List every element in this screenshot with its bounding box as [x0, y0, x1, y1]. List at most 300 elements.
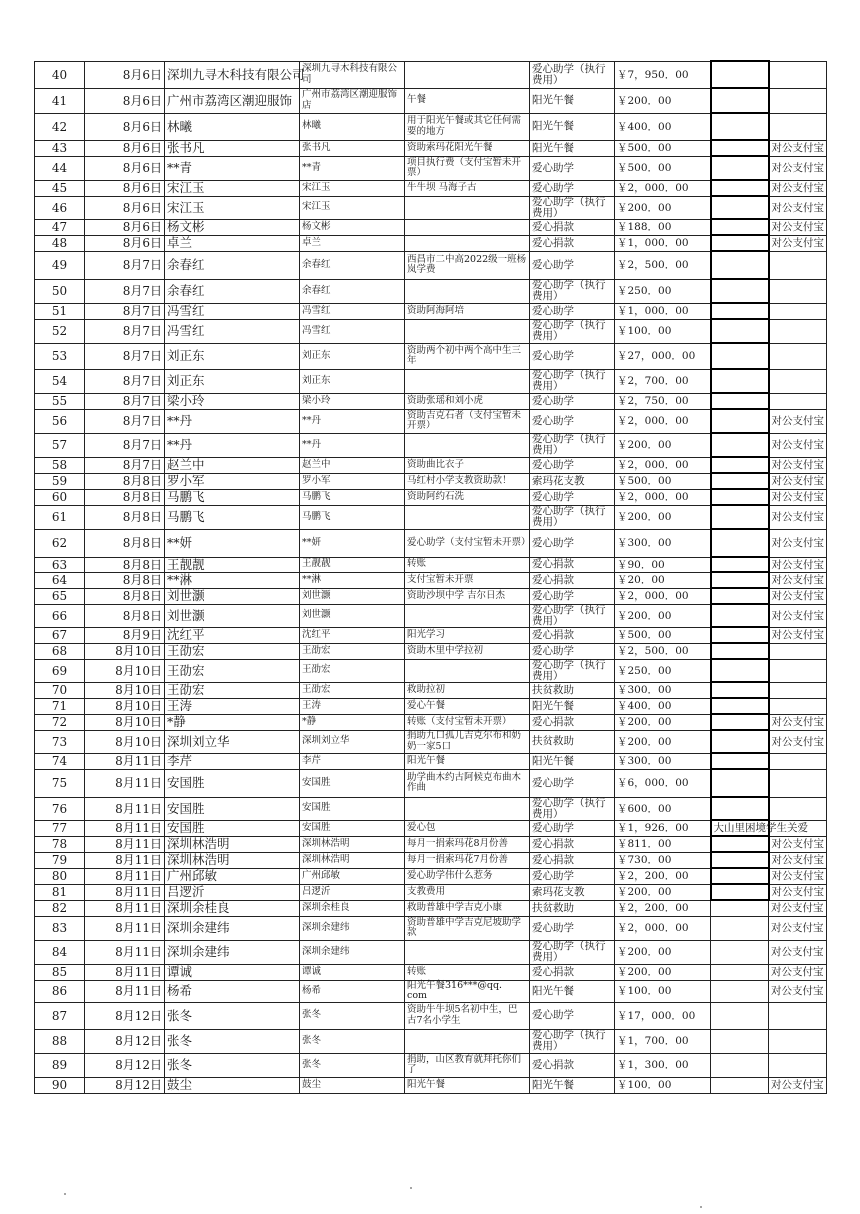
payer-account: 罗小军 — [300, 473, 405, 489]
row-number: 74 — [35, 753, 85, 769]
donation-note: 用于阳光午餐或其它任何需要的地方 — [405, 113, 530, 140]
payer-account: 马鹏飞 — [300, 505, 405, 529]
table-row — [35, 88, 827, 113]
project-name: 索玛花支教 — [530, 473, 615, 489]
payer-account: 林曦 — [300, 113, 405, 140]
donation-note: 转账（支付宝暂未开票） — [405, 714, 530, 730]
row-date: 8月8日 — [85, 505, 165, 529]
donation-amount: ￥7，950．00 — [615, 61, 711, 88]
project-name: 阳光午餐 — [530, 88, 615, 113]
project-name: 爱心捐款 — [530, 557, 615, 572]
row-number: 63 — [35, 557, 85, 572]
table-row — [35, 940, 827, 964]
table-row — [35, 698, 827, 714]
row-date: 8月11日 — [85, 797, 165, 820]
donor-name: 王靓靓 — [165, 557, 300, 572]
payer-account: **青 — [300, 156, 405, 180]
table-row — [35, 964, 827, 980]
donor-name: 吕逻沂 — [165, 884, 300, 900]
donation-note — [405, 659, 530, 682]
row-number: 77 — [35, 820, 85, 836]
row-date: 8月11日 — [85, 964, 165, 980]
row-number: 84 — [35, 940, 85, 964]
project-name: 爱心助学 — [530, 303, 615, 319]
donor-name: 王劭宏 — [165, 643, 300, 659]
payer-account: 马鹏飞 — [300, 489, 405, 505]
row-date: 8月11日 — [85, 900, 165, 916]
donation-amount: ￥2，000．00 — [615, 489, 711, 505]
row-number: 68 — [35, 643, 85, 659]
donor-name: **丹 — [165, 433, 300, 457]
row-number: 64 — [35, 572, 85, 588]
donor-name: 马鹏飞 — [165, 489, 300, 505]
payment-channel: 对公支付宝 — [769, 140, 827, 156]
project-name: 阳光午餐 — [530, 980, 615, 1002]
row-date: 8月8日 — [85, 489, 165, 505]
row-number: 86 — [35, 980, 85, 1002]
project-name: 爱心助学（执行费用） — [530, 604, 615, 627]
donation-note: 资助张瑶和刘小虎 — [405, 393, 530, 409]
row-date: 8月7日 — [85, 457, 165, 473]
donor-name: 鼓尘 — [165, 1077, 300, 1093]
channel-remark — [711, 980, 769, 1002]
donation-note: 救助拉初 — [405, 682, 530, 698]
table-row — [35, 61, 827, 88]
row-date: 8月7日 — [85, 319, 165, 343]
project-name: 爱心捐款 — [530, 964, 615, 980]
table-row — [35, 753, 827, 769]
row-date: 8月11日 — [85, 820, 165, 836]
donor-name: 王劭宏 — [165, 659, 300, 682]
project-name: 爱心助学 — [530, 820, 615, 836]
project-name: 爱心助学（执行费用） — [530, 369, 615, 393]
channel-remark — [711, 88, 769, 113]
payer-account: 张冬 — [300, 1053, 405, 1077]
project-name: 爱心捐款 — [530, 1053, 615, 1077]
row-number: 57 — [35, 433, 85, 457]
table-row — [35, 868, 827, 884]
channel-remark — [711, 113, 769, 140]
row-number: 70 — [35, 682, 85, 698]
row-date: 8月8日 — [85, 529, 165, 557]
payer-account: 张冬 — [300, 1002, 405, 1029]
row-date: 8月11日 — [85, 868, 165, 884]
donation-note: 捐助，山区教育就拜托你们了 — [405, 1053, 530, 1077]
payer-account: 深圳余桂良 — [300, 900, 405, 916]
donation-amount: ￥300．00 — [615, 529, 711, 557]
donation-note: 每月一捐索玛花8月份善 — [405, 836, 530, 852]
donor-name: 深圳林浩明 — [165, 852, 300, 868]
payment-channel: 对公支付宝 — [769, 884, 827, 900]
donor-name: **淋 — [165, 572, 300, 588]
donation-note: 阳光午餐 — [405, 753, 530, 769]
payer-account: **妍 — [300, 529, 405, 557]
channel-remark — [711, 1029, 769, 1053]
donation-amount: ￥1，000．00 — [615, 235, 711, 251]
donor-name: 林曦 — [165, 113, 300, 140]
donation-note: 阳光午餐316***@qq．com — [405, 980, 530, 1002]
table-row — [35, 279, 827, 303]
payment-channel — [769, 393, 827, 409]
donation-note: 爱心助学（支付宝暂未开票） — [405, 529, 530, 557]
donation-amount: ￥500．00 — [615, 473, 711, 489]
table-row — [35, 980, 827, 1002]
channel-remark — [711, 572, 769, 588]
row-date: 8月8日 — [85, 557, 165, 572]
channel-remark — [711, 868, 769, 884]
row-date: 8月6日 — [85, 61, 165, 88]
table-row — [35, 457, 827, 473]
donor-name: 刘世灏 — [165, 588, 300, 604]
payer-account: 李芹 — [300, 753, 405, 769]
table-row — [35, 916, 827, 940]
payer-account: 安国胜 — [300, 797, 405, 820]
donor-name: 深圳刘立华 — [165, 730, 300, 753]
row-date: 8月7日 — [85, 303, 165, 319]
row-number: 53 — [35, 343, 85, 369]
donation-note: 捐助九口孤儿吉克尔布和奶奶一家5口 — [405, 730, 530, 753]
channel-remark — [711, 1002, 769, 1029]
donor-name: *静 — [165, 714, 300, 730]
donation-amount: ￥200．00 — [615, 88, 711, 113]
payment-channel — [769, 88, 827, 113]
table-row — [35, 588, 827, 604]
channel-remark — [711, 279, 769, 303]
table-row — [35, 572, 827, 588]
payment-channel: 对公支付宝 — [769, 219, 827, 235]
donation-amount: ￥200．00 — [615, 884, 711, 900]
donation-note — [405, 235, 530, 251]
donation-note: 每月一捐索玛花7月份善 — [405, 852, 530, 868]
donation-note: 爱心包 — [405, 820, 530, 836]
row-date: 8月6日 — [85, 88, 165, 113]
payment-channel: 对公支付宝 — [769, 940, 827, 964]
payer-account: 王劭宏 — [300, 659, 405, 682]
donor-name: 杨文彬 — [165, 219, 300, 235]
payment-channel: 对公支付宝 — [769, 900, 827, 916]
channel-remark — [711, 343, 769, 369]
table-row — [35, 797, 827, 820]
payment-channel: 对公支付宝 — [769, 836, 827, 852]
channel-remark — [711, 303, 769, 319]
row-number: 48 — [35, 235, 85, 251]
row-number: 75 — [35, 769, 85, 797]
payer-account: 刘正东 — [300, 343, 405, 369]
channel-remark — [711, 769, 769, 797]
donation-note — [405, 1029, 530, 1053]
donor-name: **妍 — [165, 529, 300, 557]
row-date: 8月10日 — [85, 698, 165, 714]
channel-remark — [711, 604, 769, 627]
payer-account: 吕逻沂 — [300, 884, 405, 900]
channel-remark — [711, 529, 769, 557]
project-name: 爱心助学 — [530, 180, 615, 196]
donation-amount: ￥27，000．00 — [615, 343, 711, 369]
row-number: 87 — [35, 1002, 85, 1029]
payer-account: 安国胜 — [300, 820, 405, 836]
row-number: 88 — [35, 1029, 85, 1053]
donation-note: 资助牛牛坝5名初中生，巴古7名小学生 — [405, 1002, 530, 1029]
table-row — [35, 156, 827, 180]
scan-speck — [410, 1187, 412, 1189]
donation-note: 救助普雄中学吉克小康 — [405, 900, 530, 916]
row-date: 8月11日 — [85, 884, 165, 900]
donation-amount: ￥200．00 — [615, 433, 711, 457]
payment-channel: 对公支付宝 — [769, 235, 827, 251]
donation-note: 牛牛坝 马海子古 — [405, 180, 530, 196]
donation-amount: ￥2，000．00 — [615, 409, 711, 433]
donation-amount: ￥730．00 — [615, 852, 711, 868]
table-row — [35, 900, 827, 916]
payment-channel: 对公支付宝 — [769, 714, 827, 730]
donor-name: 刘正东 — [165, 369, 300, 393]
channel-remark — [711, 643, 769, 659]
row-date: 8月7日 — [85, 343, 165, 369]
project-name: 爱心助学 — [530, 868, 615, 884]
donation-note: 资助阿海阿培 — [405, 303, 530, 319]
row-number: 47 — [35, 219, 85, 235]
project-name: 爱心助学（执行费用） — [530, 940, 615, 964]
channel-remark — [711, 369, 769, 393]
table-row — [35, 730, 827, 753]
payment-channel — [769, 682, 827, 698]
project-name: 爱心捐款 — [530, 235, 615, 251]
table-row — [35, 557, 827, 572]
row-number: 46 — [35, 196, 85, 219]
channel-remark — [711, 730, 769, 753]
payer-account: 杨文彬 — [300, 219, 405, 235]
row-number: 89 — [35, 1053, 85, 1077]
table-row — [35, 140, 827, 156]
donation-note: 转账 — [405, 964, 530, 980]
donor-name: 罗小军 — [165, 473, 300, 489]
channel-remark — [711, 156, 769, 180]
row-date: 8月7日 — [85, 279, 165, 303]
row-number: 67 — [35, 627, 85, 643]
row-number: 69 — [35, 659, 85, 682]
payment-channel: 对公支付宝 — [769, 868, 827, 884]
payment-channel: 对公支付宝 — [769, 505, 827, 529]
table-row — [35, 343, 827, 369]
donation-note — [405, 433, 530, 457]
project-name: 阳光午餐 — [530, 753, 615, 769]
table-row — [35, 251, 827, 279]
table-row — [35, 433, 827, 457]
donor-name: 谭诚 — [165, 964, 300, 980]
row-number: 72 — [35, 714, 85, 730]
row-number: 60 — [35, 489, 85, 505]
project-name: 阳光午餐 — [530, 1077, 615, 1093]
payment-channel — [769, 61, 827, 88]
payer-account: 王涛 — [300, 698, 405, 714]
payer-account: *静 — [300, 714, 405, 730]
payer-account: 张冬 — [300, 1029, 405, 1053]
donation-note — [405, 369, 530, 393]
payment-channel: 对公支付宝 — [769, 196, 827, 219]
channel-remark — [711, 196, 769, 219]
project-name: 爱心助学 — [530, 529, 615, 557]
project-name: 爱心助学 — [530, 643, 615, 659]
donation-note: 阳光午餐 — [405, 1077, 530, 1093]
payment-channel — [769, 659, 827, 682]
channel-remark — [711, 235, 769, 251]
project-name: 爱心助学（执行费用） — [530, 196, 615, 219]
donor-name: 余春红 — [165, 251, 300, 279]
payment-channel: 对公支付宝 — [769, 457, 827, 473]
table-row — [35, 369, 827, 393]
row-date: 8月11日 — [85, 940, 165, 964]
donor-name: 刘正东 — [165, 343, 300, 369]
table-row — [35, 489, 827, 505]
payment-channel: 对公支付宝 — [769, 156, 827, 180]
donor-name: 宋江玉 — [165, 196, 300, 219]
payer-account: 王劭宏 — [300, 643, 405, 659]
donation-amount: ￥188．00 — [615, 219, 711, 235]
row-number: 61 — [35, 505, 85, 529]
donation-note: 资助沙坝中学 吉尔日杰 — [405, 588, 530, 604]
row-date: 8月7日 — [85, 369, 165, 393]
channel-remark — [711, 753, 769, 769]
payer-account: 余春红 — [300, 251, 405, 279]
payment-channel: 对公支付宝 — [769, 604, 827, 627]
row-date: 8月10日 — [85, 659, 165, 682]
project-name: 爱心助学 — [530, 343, 615, 369]
donor-name: 马鹏飞 — [165, 505, 300, 529]
payment-channel — [769, 1002, 827, 1029]
donor-name: 深圳余建纬 — [165, 916, 300, 940]
channel-remark — [711, 251, 769, 279]
project-name: 爱心捐款 — [530, 836, 615, 852]
row-date: 8月11日 — [85, 852, 165, 868]
row-date: 8月6日 — [85, 113, 165, 140]
donor-name: 杨希 — [165, 980, 300, 1002]
channel-remark — [711, 884, 769, 900]
row-date: 8月11日 — [85, 980, 165, 1002]
row-date: 8月12日 — [85, 1077, 165, 1093]
donation-amount: ￥250．00 — [615, 279, 711, 303]
row-number: 42 — [35, 113, 85, 140]
donation-note — [405, 61, 530, 88]
donation-note — [405, 505, 530, 529]
donor-name: 宋江玉 — [165, 180, 300, 196]
row-date: 8月6日 — [85, 235, 165, 251]
payment-channel — [769, 753, 827, 769]
table-row — [35, 180, 827, 196]
row-number: 40 — [35, 61, 85, 88]
channel-remark — [711, 409, 769, 433]
donor-name: **丹 — [165, 409, 300, 433]
payer-account: 沈红平 — [300, 627, 405, 643]
payment-channel — [769, 303, 827, 319]
project-name: 爱心捐款 — [530, 627, 615, 643]
donation-note: 资助曲比衣子 — [405, 457, 530, 473]
donation-note — [405, 940, 530, 964]
donation-note: 马红村小学支教资助款！ — [405, 473, 530, 489]
row-number: 90 — [35, 1077, 85, 1093]
donation-amount: ￥600．00 — [615, 797, 711, 820]
row-date: 8月8日 — [85, 473, 165, 489]
row-date: 8月11日 — [85, 769, 165, 797]
channel-remark — [711, 473, 769, 489]
row-number: 52 — [35, 319, 85, 343]
payment-channel: 对公支付宝 — [769, 730, 827, 753]
table-row — [35, 769, 827, 797]
donation-amount: ￥100．00 — [615, 1077, 711, 1093]
payer-account: **丹 — [300, 409, 405, 433]
ledger-body — [35, 61, 827, 1093]
row-date: 8月10日 — [85, 730, 165, 753]
table-row — [35, 1053, 827, 1077]
donation-note: 爱心助学伟什么惹务 — [405, 868, 530, 884]
donor-name: 卓兰 — [165, 235, 300, 251]
payment-channel: 对公支付宝 — [769, 627, 827, 643]
row-number: 45 — [35, 180, 85, 196]
channel-remark — [711, 557, 769, 572]
donation-note: 爱心午餐 — [405, 698, 530, 714]
channel-remark — [711, 588, 769, 604]
row-number: 78 — [35, 836, 85, 852]
donation-amount: ￥2，750．00 — [615, 393, 711, 409]
table-row — [35, 714, 827, 730]
channel-remark — [711, 489, 769, 505]
payment-channel: 对公支付宝 — [769, 980, 827, 1002]
payment-channel — [769, 251, 827, 279]
row-date: 8月11日 — [85, 753, 165, 769]
channel-remark — [711, 180, 769, 196]
donation-amount: ￥2，500．00 — [615, 251, 711, 279]
row-date: 8月10日 — [85, 643, 165, 659]
donation-note: 资助索玛花阳光午餐 — [405, 140, 530, 156]
channel-remark — [711, 964, 769, 980]
donor-name: 安国胜 — [165, 797, 300, 820]
donation-note: 支付宝暂未开票 — [405, 572, 530, 588]
donor-name: 广州市荔湾区潮迎服饰 — [165, 88, 300, 113]
payer-account: 冯雪红 — [300, 303, 405, 319]
table-row — [35, 1029, 827, 1053]
donation-note: 支教费用 — [405, 884, 530, 900]
payer-account: 宋江玉 — [300, 196, 405, 219]
payer-account: 深圳刘立华 — [300, 730, 405, 753]
channel-remark — [711, 852, 769, 868]
row-number: 50 — [35, 279, 85, 303]
table-row — [35, 319, 827, 343]
payment-channel — [769, 643, 827, 659]
row-date: 8月6日 — [85, 156, 165, 180]
payment-channel: 对公支付宝 — [769, 529, 827, 557]
project-name: 爱心助学 — [530, 156, 615, 180]
payment-channel: 对公支付宝 — [769, 433, 827, 457]
payment-channel — [769, 113, 827, 140]
row-number: 71 — [35, 698, 85, 714]
row-date: 8月6日 — [85, 140, 165, 156]
payer-account: 余春红 — [300, 279, 405, 303]
donor-name: 王劭宏 — [165, 682, 300, 698]
payer-account: 王劭宏 — [300, 682, 405, 698]
row-date: 8月12日 — [85, 1002, 165, 1029]
payer-account: **丹 — [300, 433, 405, 457]
row-number: 56 — [35, 409, 85, 433]
payer-account: 张书凡 — [300, 140, 405, 156]
row-number: 49 — [35, 251, 85, 279]
project-name: 爱心助学（执行费用） — [530, 1029, 615, 1053]
donation-note: 转账 — [405, 557, 530, 572]
payer-account: 刘正东 — [300, 369, 405, 393]
donation-note: 资助阿约石洗 — [405, 489, 530, 505]
channel-remark — [711, 682, 769, 698]
payment-channel: 对公支付宝 — [769, 916, 827, 940]
payer-account: 谭诚 — [300, 964, 405, 980]
row-number: 51 — [35, 303, 85, 319]
